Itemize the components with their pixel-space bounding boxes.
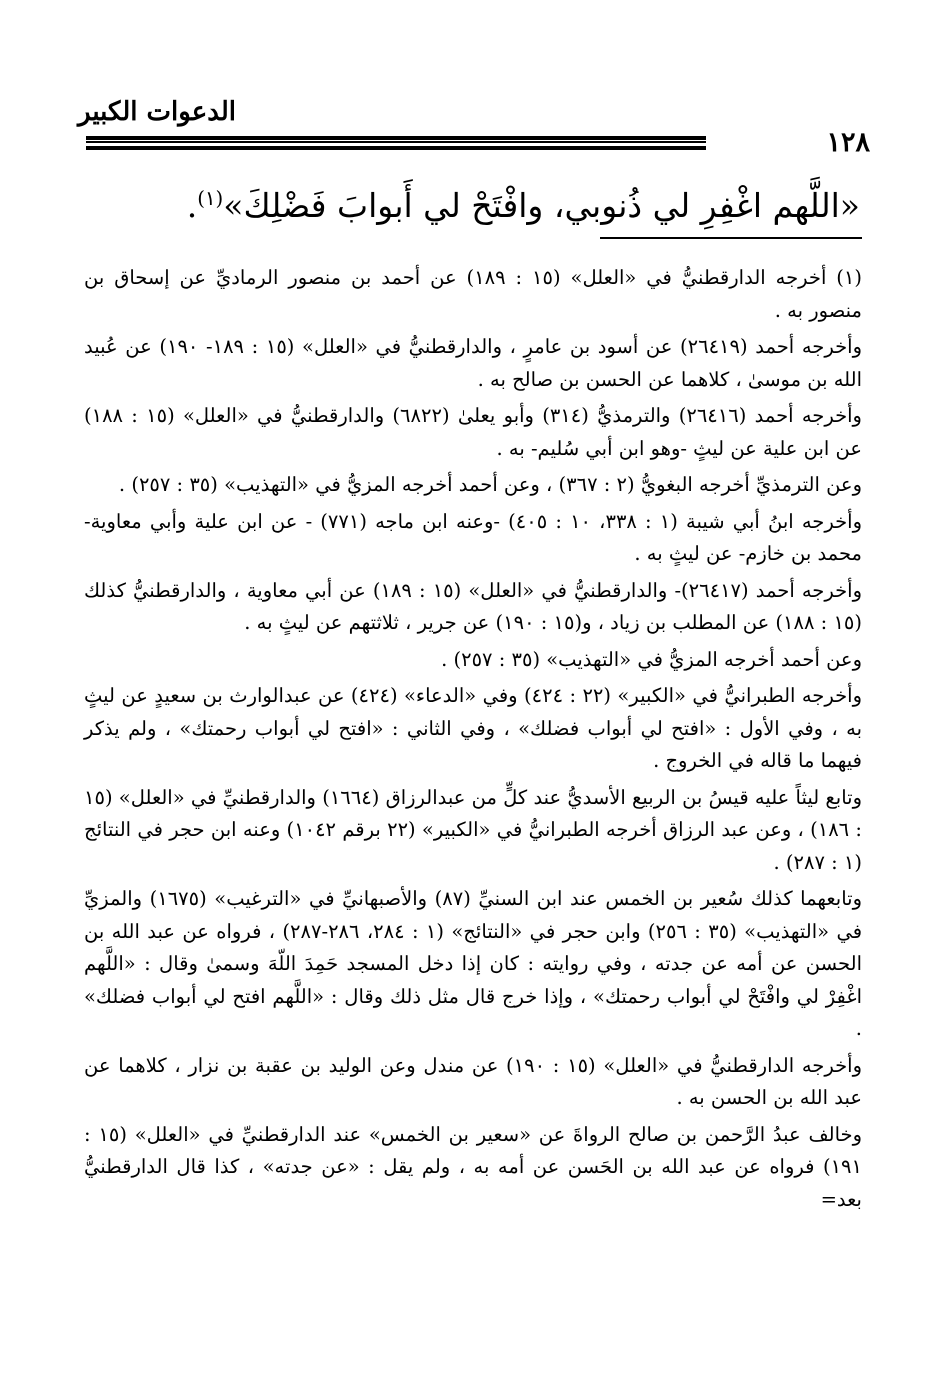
footnote-paragraph: وتابعهما كذلك سُعير بن الخمس عند ابن السنيِّ (٨٧) والأصبهانيِّ في «الترغيب» (١٦٧٥) والمزيِّ في «التهذيب» (٣٥ : ٢٥٦) وابن حجر في «النتائج» (١ : ٢٨٤، ٢٨٦-٢٨٧) ، فرواه عن عبد الله بن الحسن عن أمه عن جدته ، وفي روايته : كان إذا دخل المسجد حَمِدَ اللّهَ وسمىٰ وقال : «اللَّهم اغْفِرْ لي وافْتَحْ لي أبواب رحمتك» ، وإذا خرج قال مثل ذلك وقال : «اللَّهم افتح لي أبواب فضلك» . [84, 887, 863, 1040]
header-rule [86, 136, 706, 150]
running-title: الدعوات الكبير [77, 97, 236, 127]
footnote-paragraph: (١) أخرجه الدارقطنيُّ في «العلل» (١٥ : ١٨٩) عن أحمد بن منصور الرماديِّ عن إسحاق بن منصور به . [84, 266, 862, 322]
footnote-separator [600, 237, 862, 239]
page-number: ١٢٨ [826, 127, 870, 158]
footnote-paragraph: وأخرجه الطبرانيُّ في «الكبير» (٢٢ : ٤٢٤) وفي «الدعاء» (٤٢٤) عن عبدالوارث بن سعيدٍ عن ليثٍ به ، وفي الأول : «افتح لي أبواب فضلك» ، وفي الثاني : «افتح لي أبواب رحمتك» ، ولم يذكر فيهما ما قاله في الخروج . [84, 684, 863, 772]
footnote-paragraph: وعن الترمذيِّ أخرجه البغويُّ (٢ : ٣٦٧) ، وعن أحمد أخرجه المزيُّ في «التهذيب» (٣٥ : ٢٥٧) . [118, 473, 862, 496]
footnote-marker: (١) [197, 187, 224, 210]
main-text-end-mark: . [186, 186, 198, 225]
main-text-body: «اللَّهم اغْفِرِ لي ذُنوبي، وافْتَحْ لي أَبوابَ فَضْلِكَ» [223, 186, 860, 225]
footnote-paragraph: وأخرجه أحمد (٢٦٤١٦) والترمذيُّ (٣١٤) وأبو يعلىٰ (٦٨٢٢) والدارقطنيُّ في «العلل» (١٥ : ١٨٨) عن ابن علية عن ليثٍ -وهو ابن أبي سُليم- به . [84, 404, 862, 460]
footnote-paragraph: وخالف عبدُ الرَّحمن بن صالح الرواةَ عن «سعير بن الخمس» عند الدارقطنيِّ في «العلل» (١٥ : ١٩١) فرواه عن عبد الله بن الحَسن عن أمه به ، ولم يقل : «عن جدته» ، كذا قال الدارقطنيُّ بعد= [84, 1122, 862, 1211]
footnote-paragraph: وأخرجه الدارقطنيُّ في «العلل» (١٥ : ١٩٠) عن مندل وعن الوليد بن عقبة بن نزار ، كلاهما عن عبد الله بن الحسن به . [84, 1053, 862, 1109]
footnote-paragraph: وأخرجه أحمد (٢٦٤١٧)- والدارقطنيُّ في «العلل» (١٥ : ١٨٩) عن أبي معاوية ، والدارقطنيُّ كذلك (١٥ : ١٨٨) عن المطلب بن زياد ، و(١٥ : ١٩٠) عن جرير ، ثلاثتهم عن ليثٍ به . [84, 578, 863, 634]
footnote-paragraph: وأخرجه أحمد (٢٦٤١٩) عن أسود بن عامرٍ ، والدارقطنيُّ في «العلل» (١٥ : ١٨٩- ١٩٠) عن عُبيد الله بن موسىٰ ، كلاهما عن الحسن بن صالح به . [84, 335, 862, 391]
footnote-paragraph: وتابع ليثاً عليه قيسُ بن الربيع الأسديُّ عند كلٍّ من عبدالرزاق (١٦٦٤) والدارقطنيِّ في «العلل» (١٥ : ١٨٦) ، وعن عبد الرزاق أخرجه الطبرانيُّ في «الكبير» (٢٢ برقم ١٠٤٢) وعنه ابن حجر في النتائج (١ : ٢٨٧) . [84, 785, 862, 874]
footnote-paragraph: وعن أحمد أخرجه المزيُّ في «التهذيب» (٣٥ : ٢٥٧) . [441, 647, 862, 671]
footnote-paragraph: وأخرجه ابنُ أبي شيبة (١ : ٣٣٨، ١٠ : ٤٠٥) -وعنه ابن ماجه (٧٧١) - عن ابن علية وأبي معاوية-محمد بن خازم- عن ليثٍ به . [84, 509, 862, 565]
footnotes [84, 262, 862, 1220]
main-text [187, 172, 860, 233]
